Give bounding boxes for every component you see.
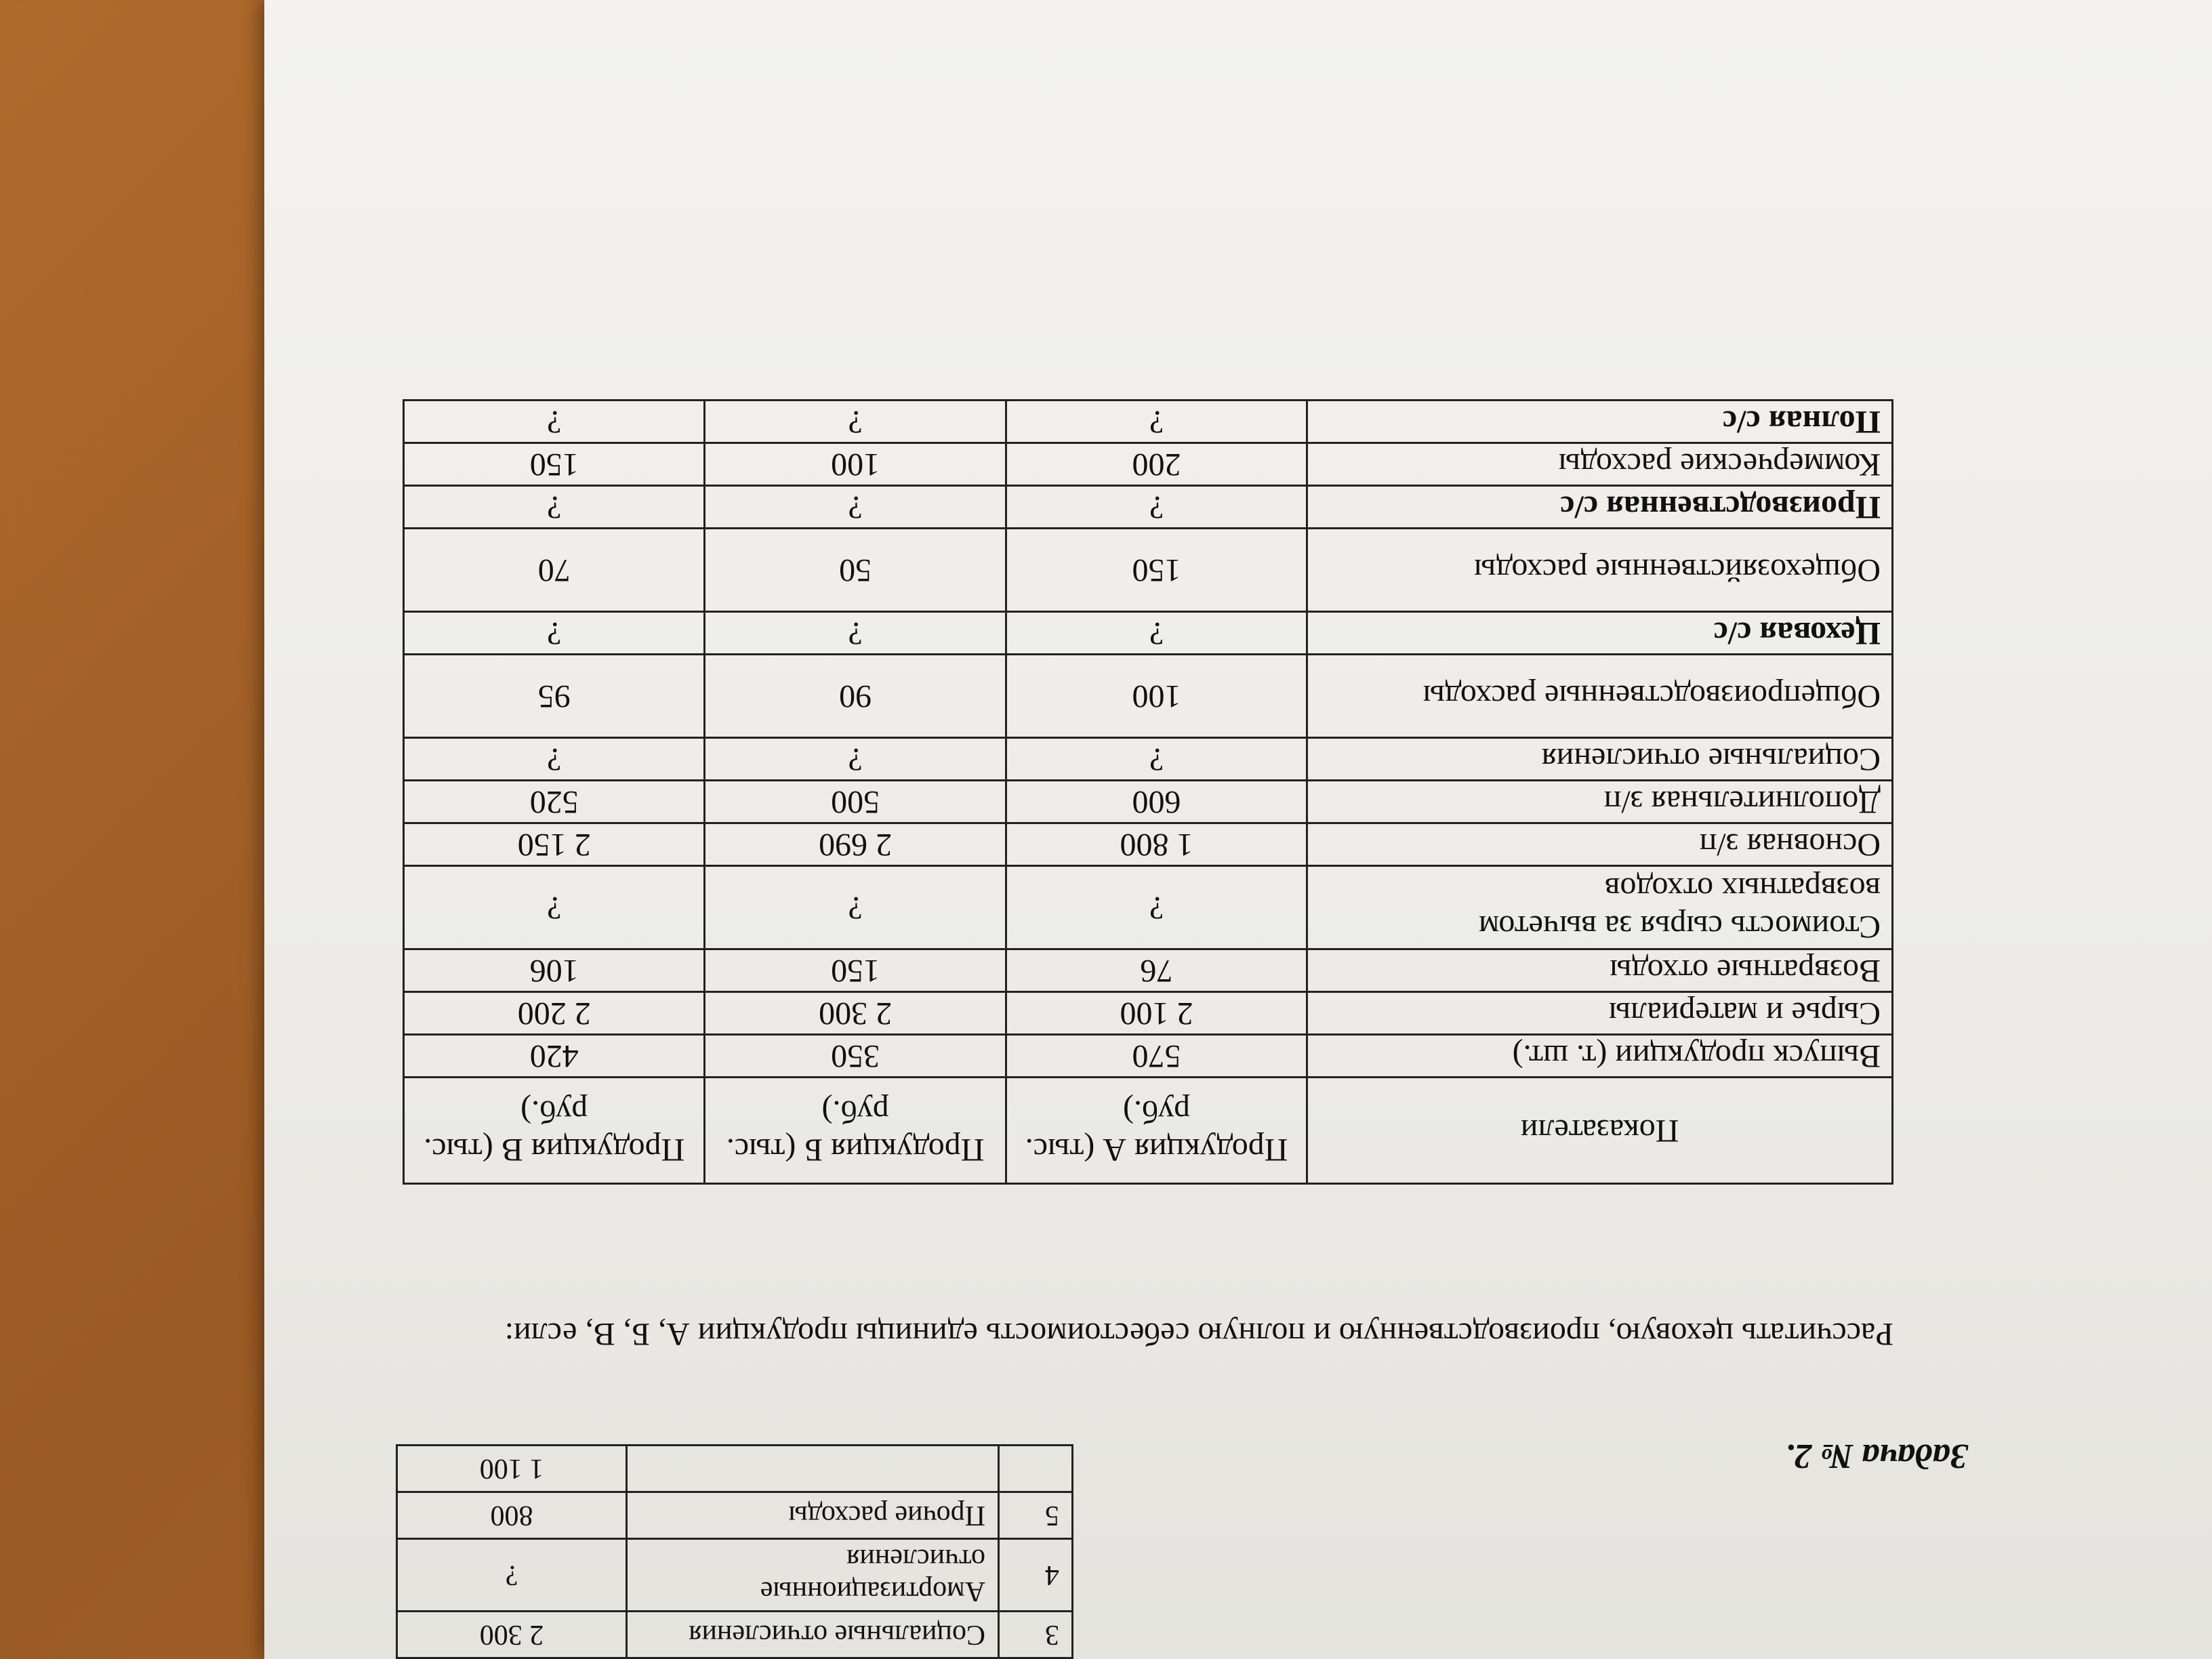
- cell-c: ?: [404, 486, 705, 529]
- row-label: Прочие расходы: [627, 1492, 999, 1539]
- row-label: Основная з/п: [1307, 823, 1893, 866]
- cell-a: ?: [1006, 486, 1307, 529]
- row-label: Общепроизводственные расходы: [1307, 655, 1893, 738]
- row-label: [627, 1446, 999, 1492]
- top-table: [396, 1444, 1073, 1659]
- cell-c: 106: [404, 949, 705, 992]
- cell-b: 150: [705, 949, 1006, 992]
- cost-table: [403, 399, 1893, 1185]
- cell-a: ?: [1006, 401, 1307, 443]
- cell-c: 70: [404, 529, 705, 612]
- cell-a: 150: [1006, 529, 1307, 612]
- cell-b: ?: [705, 401, 1006, 443]
- header-indicators: Показатели: [1307, 1078, 1893, 1184]
- cell-c: ?: [404, 866, 705, 949]
- table-row: [397, 1446, 1073, 1492]
- row-number: 3: [999, 1612, 1073, 1658]
- header-product-a: Продукция А (тыс. руб.): [1006, 1078, 1307, 1184]
- table-row: [404, 949, 1893, 992]
- table-row: [404, 781, 1893, 823]
- paper-sheet: [264, 0, 2212, 1659]
- row-label: Цеховая с/с: [1307, 612, 1893, 655]
- row-number: [999, 1446, 1073, 1492]
- cell-a: 200: [1006, 443, 1307, 486]
- cell-b: 90: [705, 655, 1006, 738]
- cell-b: 50: [705, 529, 1006, 612]
- cell-c: 150: [404, 443, 705, 486]
- cell-b: ?: [705, 486, 1006, 529]
- cell-b: 100: [705, 443, 1006, 486]
- table-row: [404, 1035, 1893, 1078]
- cell-b: ?: [705, 738, 1006, 781]
- row-label: Дополнительная з/п: [1307, 781, 1893, 823]
- cell-b: ?: [705, 866, 1006, 949]
- cell-b: ?: [705, 612, 1006, 655]
- table-row: [404, 612, 1893, 655]
- row-label: Производственная с/с: [1307, 486, 1893, 529]
- cell-c: 520: [404, 781, 705, 823]
- cell-a: 76: [1006, 949, 1307, 992]
- table-row: [404, 443, 1893, 486]
- table-row: [397, 1612, 1073, 1658]
- row-label: Выпуск продукции (т. шт.): [1307, 1035, 1893, 1078]
- row-number: 5: [999, 1492, 1073, 1539]
- task-title: Задача № 2.: [1785, 1437, 1968, 1475]
- table-row: [404, 992, 1893, 1035]
- cell-c: 95: [404, 655, 705, 738]
- row-label: Социальные отчисления: [1307, 738, 1893, 781]
- table-row: [404, 655, 1893, 738]
- cell-a: ?: [1006, 866, 1307, 949]
- task-text: Рассчитать цеховую, производственную и полную себестоимость единицы продукции А, Б, В, если:: [504, 1316, 1893, 1352]
- cell-b: 500: [705, 781, 1006, 823]
- cell-a: 600: [1006, 781, 1307, 823]
- row-number: 4: [999, 1539, 1073, 1612]
- cell-b: 2 690: [705, 823, 1006, 866]
- table-row: [397, 1539, 1073, 1612]
- cell-a: ?: [1006, 738, 1307, 781]
- header-product-b: Продукция Б (тыс. руб.): [705, 1078, 1006, 1184]
- cell-b: 350: [705, 1035, 1006, 1078]
- table-row: [404, 486, 1893, 529]
- cell-a: 100: [1006, 655, 1307, 738]
- row-label: Возвратные отходы: [1307, 949, 1893, 992]
- row-label: Амортизационные отчисления: [627, 1539, 999, 1612]
- header-product-c: Продукция В (тыс. руб.): [404, 1078, 705, 1184]
- row-label: Коммерческие расходы: [1307, 443, 1893, 486]
- cell-c: ?: [404, 401, 705, 443]
- cell-c: 420: [404, 1035, 705, 1078]
- cell-c: ?: [404, 612, 705, 655]
- row-label: Сырье и материалы: [1307, 992, 1893, 1035]
- row-value: 2 300: [397, 1612, 627, 1658]
- row-value: 1 100: [397, 1446, 627, 1492]
- cell-b: 2 300: [705, 992, 1006, 1035]
- row-label: Социальные отчисления: [627, 1612, 999, 1658]
- table-header-row: [404, 1078, 1893, 1184]
- cell-c: 2 150: [404, 823, 705, 866]
- row-label: Общехозяйственные расходы: [1307, 529, 1893, 612]
- cell-a: 1 800: [1006, 823, 1307, 866]
- cell-a: 2 100: [1006, 992, 1307, 1035]
- table-row: [404, 529, 1893, 612]
- row-value: ?: [397, 1539, 627, 1612]
- row-label: Стоимость сырья за вычетом возвратных отходов: [1307, 866, 1893, 949]
- table-row: [404, 401, 1893, 443]
- page-content: [264, 0, 2212, 1659]
- row-label: Полная с/с: [1307, 401, 1893, 443]
- cell-c: 2 200: [404, 992, 705, 1035]
- table-row: [397, 1492, 1073, 1539]
- cell-c: ?: [404, 738, 705, 781]
- table-row: [404, 738, 1893, 781]
- row-value: 800: [397, 1492, 627, 1539]
- cell-a: 570: [1006, 1035, 1307, 1078]
- table-row: [404, 823, 1893, 866]
- cell-a: ?: [1006, 612, 1307, 655]
- table-row: [404, 866, 1893, 949]
